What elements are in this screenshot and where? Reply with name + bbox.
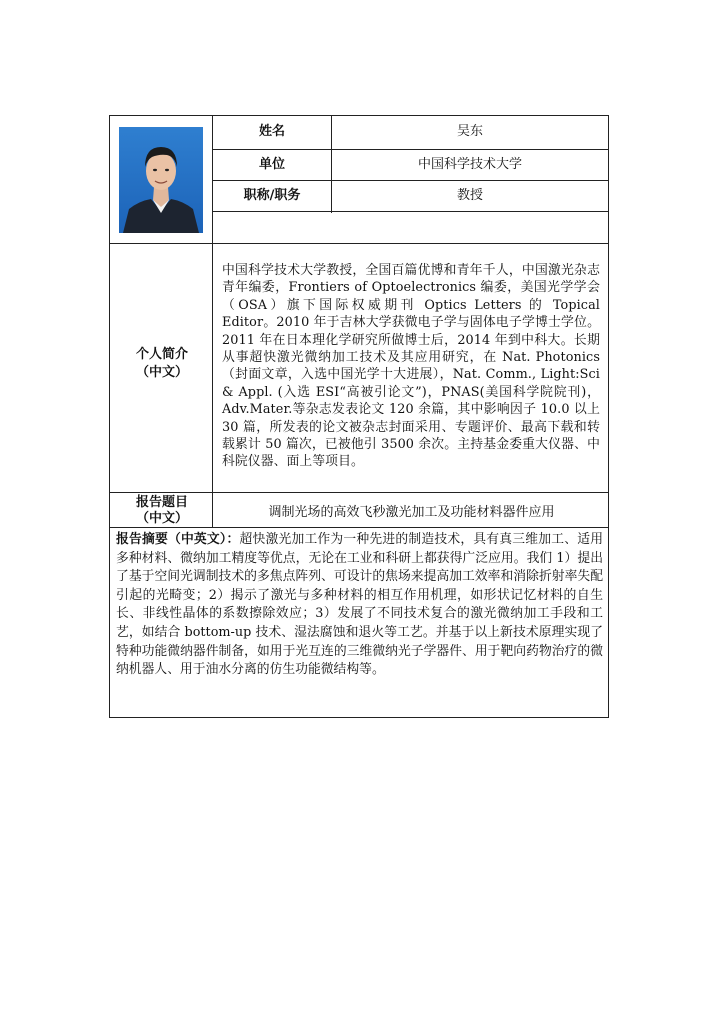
abstract-label: 报告摘要（中英文）： — [116, 532, 240, 547]
name-value: 吴东 — [456, 124, 483, 140]
unit-value: 中国科学技术大学 — [417, 156, 522, 172]
bio-text: 中国科学技术大学教授，全国百篇优博和青年千人，中国激光杂志青年编委，Frontiers of Optoelectronics 编委，美国光学学会（OSA）旗下国际权威期刊 Optics Letters 的 Topical Editor。2010 年于吉林大学获微电子学与固体电子学博士学位。2011 年在日本理化学研究所做博士后，2014 年到中科大。长期从事超快激光微纳加工技术及其应用研究，在 Nat. Photonics（封面文章，入选中国光学十大进展），Nat. Comm., Light:Sci & Appl. (入选 ESI“高被引论文”)，PNAS(美国科学院院刊)，Adv.Mater.等杂志发表论文 120 余篇，其中影响因子 10.0 以上 30 篇，所发表的论文被杂志封面采用、专题评价、最高下载和转载累计 50 篇次，已被他引 3500 余次。主持基金委重大仪器、中科院仪器、面上等项目。 — [222, 263, 600, 470]
portrait-photo — [119, 127, 203, 233]
abstract-block — [110, 528, 608, 680]
abstract-text: 超快激光加工作为一种先进的制造技术，具有真三维加工、适用多种材料、微纳加工精度等优点，无论在工业和科研上都获得广泛应用。我们 1）提出了基于空间光调制技术的多焦点阵列、可设计的焦场来提高加工效率和消除折射率失配引起的光畸变；2）揭示了激光与多种材料的相互作用机理，如形状记忆材料的自生长、非线性晶体的系数擦除效应；3）发展了不同技术复合的激光微纳加工手段和工艺，如结合 bottom-up 技术、湿法腐蚀和退火等工艺。并基于以上新技术原理实现了特种功能微纳器件制备，如用于光互连的三维微纳光子学器件、用于靶向药物治疗的微纳机器人、用于油水分离的仿生功能微结构等。 — [116, 532, 604, 678]
title-label: 职称/职务 — [243, 187, 301, 203]
topic-label — [110, 493, 214, 528]
bio-label — [110, 346, 214, 382]
bio-label-line1: 个人简介 — [135, 347, 188, 362]
blank-row — [213, 212, 608, 243]
name-label: 姓名 — [258, 124, 285, 140]
topic-label-line2: （中文） — [135, 510, 188, 526]
profile-form — [109, 115, 609, 718]
unit-label: 单位 — [258, 156, 285, 172]
bio-label-line2: （中文） — [135, 365, 188, 380]
topic-value: 调制光场的高效飞秒激光加工及功能材料器件应用 — [268, 505, 555, 520]
title-value: 教授 — [456, 187, 483, 203]
person-silhouette-icon — [119, 127, 203, 233]
topic-label-line1: 报告题目 — [135, 494, 188, 510]
